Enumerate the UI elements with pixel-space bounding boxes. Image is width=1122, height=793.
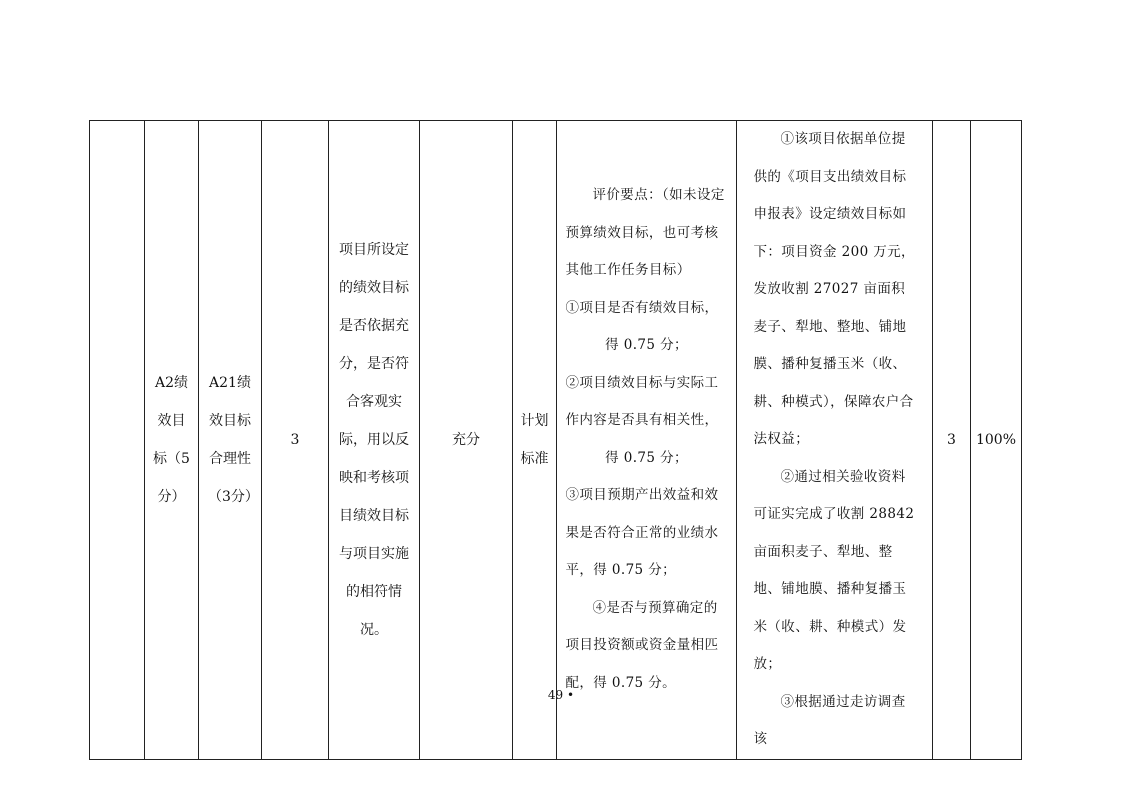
criteria-paragraph: 得 0.75 分； <box>605 449 688 466</box>
weight-value: 3 <box>290 431 300 448</box>
criteria-cell <box>557 121 737 760</box>
criteria-text <box>566 177 728 702</box>
standard-cell <box>420 121 513 760</box>
criteria-paragraph: ②项目绩效目标与实际工作内容是否具有相关性， <box>565 374 719 429</box>
score-value: 3 <box>947 431 956 448</box>
level2-label: A2绩效目标（5分） <box>153 374 190 505</box>
findings-paragraph: ②通过相关验收资料可证实完成了收割 28842 亩面积麦子、犁地、整地、铺地膜、播种复播玉米（收、耕、种模式）发放； <box>753 468 915 672</box>
findings-paragraph: ①该项目依据单位提供的《项目支出绩效目标申报表》设定绩效目标如下：项目资金 200 万元，发放收割 27027 亩面积麦子、犁地、整地、铺地膜、播种复播玉米（收、耕、种模式），保障农户合法权益； <box>753 131 915 447</box>
criteria-paragraph: 得 0.75 分； <box>605 337 688 354</box>
table-row <box>90 121 1022 760</box>
indicator-text: 项目所设定的绩效目标是否依据充分，是否符合客观实际，用以反映和考核项目绩效目标与项目实施的相符情况。 <box>339 241 409 638</box>
page-number: 49 • <box>547 688 575 702</box>
level3-cell <box>199 121 262 760</box>
indicator-cell <box>329 121 420 760</box>
level2-cell <box>145 121 199 760</box>
method-cell <box>513 121 557 760</box>
criteria-paragraph: ③项目预期产出效益和效果是否符合正常的业绩水平，得 0.75 分； <box>565 487 719 579</box>
findings-text <box>754 121 916 759</box>
score-cell <box>933 121 971 760</box>
findings-paragraph: ③根据通过走访调查该 <box>753 693 906 747</box>
method-value: 计划标准 <box>520 412 549 467</box>
criteria-paragraph: ④是否与预算确定的项目投资额或资金量相匹配，得 0.75 分。 <box>565 599 719 691</box>
evaluation-table <box>89 120 1022 760</box>
criteria-paragraph: 评价要点：（如未设定预算绩效目标，也可考核其他工作任务目标） <box>565 187 725 279</box>
findings-cell <box>737 121 933 760</box>
standard-value: 充分 <box>452 431 480 448</box>
level1-cell <box>90 121 145 760</box>
rate-value: 100% <box>975 431 1017 448</box>
rate-cell <box>971 121 1022 760</box>
level3-label: A21绩效目标合理性（3分） <box>208 374 259 505</box>
criteria-paragraph: ①项目是否有绩效目标， <box>565 299 719 316</box>
weight-cell <box>262 121 329 760</box>
